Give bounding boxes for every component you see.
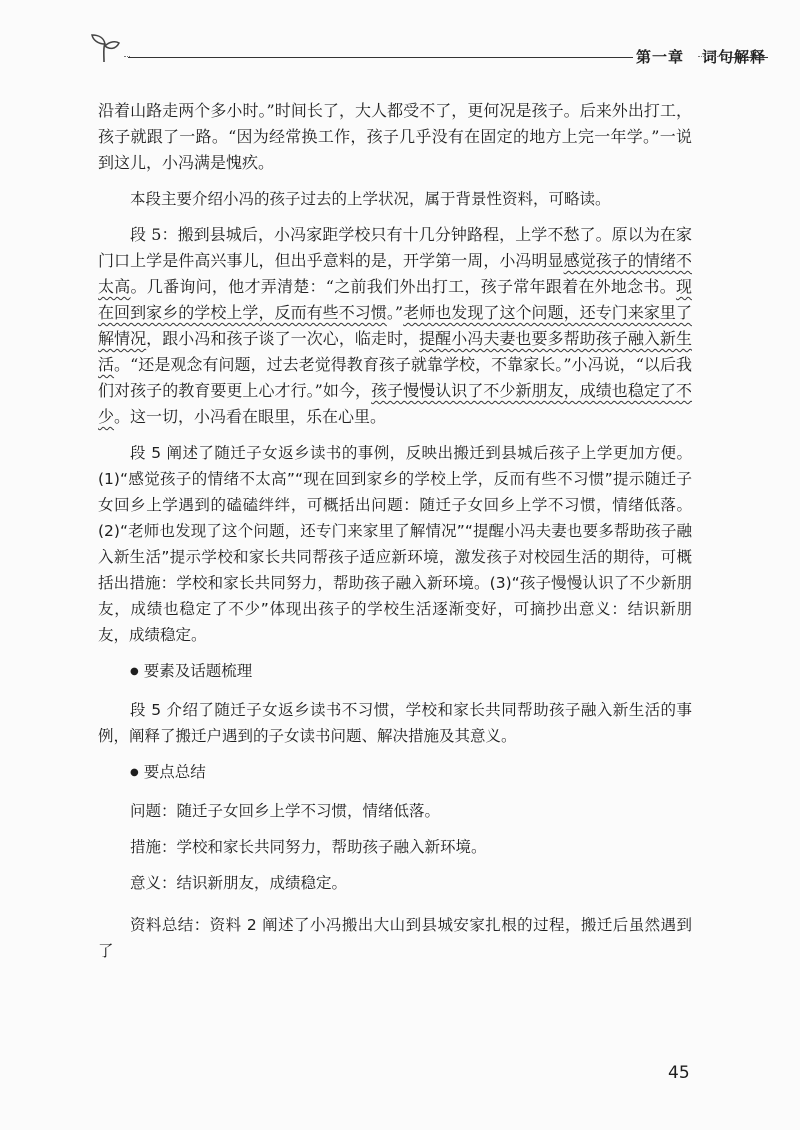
page-number: 45 <box>668 1063 690 1083</box>
summary-problem: 问题：随迁子女回乡上学不习惯，情绪低落。 <box>130 802 441 820</box>
wavy-underline-5: 孩子慢慢认识了不少新朋友，成绩也稳定了不少 <box>98 381 692 426</box>
material-summary: 资料总结：资料 2 阐述了小冯搬出大山到县城安家扎根的过程，搬迁后虽然遇到了 <box>98 916 692 960</box>
header-rule-right <box>728 57 768 58</box>
section-heading-elements: ● 要素及话题梳理 <box>98 658 692 687</box>
page-body <box>98 98 692 964</box>
analysis-paragraph: 段 5 阐述了随迁子女返乡读书的事例，反映出搬迁到县城后孩子上学更加方便。(1)“感觉孩子的情绪不太高”“现在回到家乡的学校上学，反而有些不习惯”提示随迁子女回乡上学遇到的磕磕绊绊，可概括出问题：随迁子女回乡上学不习惯，情绪低落。(2)“老师也发现了这个问题，还专门来家里了解情况”“提醒小冯夫妻也要多帮助孩子融入新生活”提示学校和家长共同帮孩子适应新环境，激发孩子对校园生活的期待，可概括出措施：学校和家长共同努力，帮助孩子融入新环境。(3)“孩子慢慢认识了不少新朋友，成绩也稳定了不少”体现出孩子的学校生活逐渐变好，可摘抄出意义：结识新朋友，成绩稳定。 <box>98 444 692 644</box>
wavy-underline-3: 老师也发现了这个问题，还专门来家里了解情况 <box>98 303 692 348</box>
summary-meaning: 意义：结识新朋友，成绩稳定。 <box>130 874 348 892</box>
wavy-underline-1: 感觉孩子的情绪不太高 <box>98 251 692 296</box>
chapter-label: 第一章 <box>636 48 685 66</box>
summary-measure: 措施：学校和家长共同努力，帮助孩子融入新环境。 <box>130 838 487 856</box>
text-run: 。这一切，小冯看在眼里，乐在心里。 <box>114 407 387 426</box>
text-run: 。” <box>386 303 404 322</box>
wavy-underline-4: 提醒小冯夫妻也要多帮助孩子融入新生活 <box>98 329 692 374</box>
elements-summary: 段 5 介绍了随迁子女返乡读书不习惯，学校和家长共同帮助孩子融入新生活的事例，阐释了搬迁户遇到的子女读书问题、解决措施及其意义。 <box>98 701 692 745</box>
reading-note: 本段主要介绍小冯的孩子过去的上学状况，属于背景性资料，可略读。 <box>130 190 611 208</box>
text-run: 。“还是观念有问题，过去老觉得教育孩子就靠学校，不靠家长。”小冯说，“以后我们对孩子的教育要更上心才行。”如今， <box>98 355 692 400</box>
text-run: 。几番询问，他才弄清楚：“之前我们外出打工，孩子常年跟着在外地念书。 <box>130 277 676 296</box>
wavy-underline-2: 现在回到家乡的学校上学，反而有些不习惯 <box>98 277 692 322</box>
sprout-icon <box>88 32 122 66</box>
section-label: 词句解释 <box>702 48 767 66</box>
header-rule <box>128 57 633 58</box>
text-run: ，跟小冯和孩子谈了一次心，临走时， <box>146 329 420 348</box>
paragraph-continued: 沿着山路走两个多小时。”时间长了，大人都受不了，更何况是孩子。后来外出打工，孩子就跟了一路。“因为经常换工作，孩子几乎没有在固定的地方上完一年学。”一说到这儿，小冯满是愧疚。 <box>98 101 692 172</box>
running-header <box>88 30 768 70</box>
text-run: 段 5：搬到县城后，小冯家距学校只有十几分钟路程，上学不愁了。原以为在家门口上学是件高兴事儿，但出乎意料的是，开学第一周，小冯明显 <box>98 225 692 270</box>
header-dots-right <box>698 56 726 59</box>
paragraph-5 <box>98 222 692 430</box>
section-heading-summary: ● 要点总结 <box>98 759 692 788</box>
